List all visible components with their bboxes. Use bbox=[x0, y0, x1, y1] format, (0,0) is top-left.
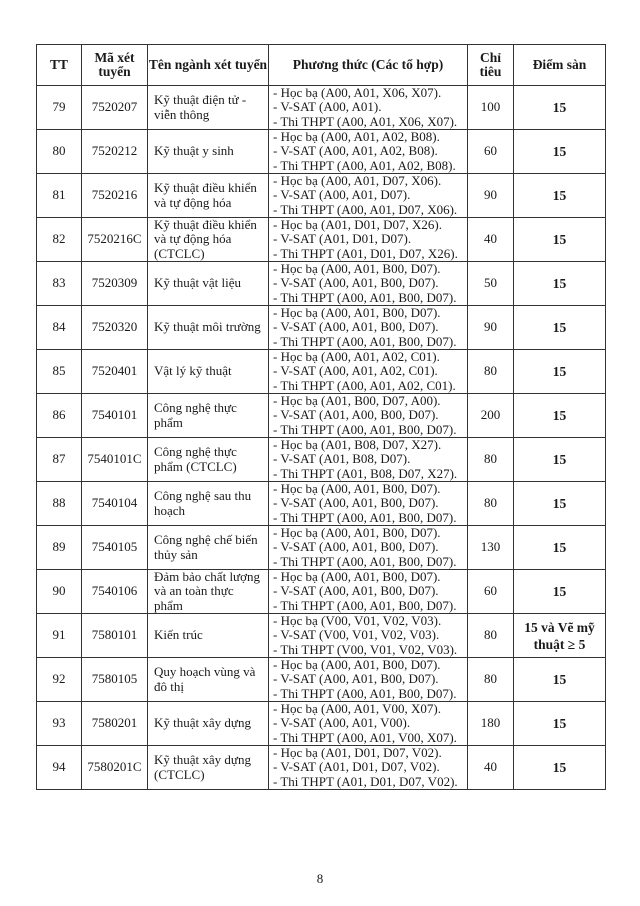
cell-method bbox=[269, 526, 468, 570]
method-line: - V-SAT (A00, A01, B00, D07). bbox=[273, 539, 439, 555]
method-line: - Thi THPT (A01, D01, D07, V02). bbox=[273, 773, 458, 789]
table-row bbox=[37, 394, 606, 438]
cell-quota: 130 bbox=[468, 526, 514, 570]
cell-major: Vật lý kỹ thuật bbox=[148, 350, 269, 394]
method-line: - V-SAT (A00, A01, B00, D07). bbox=[273, 583, 439, 599]
cell-method bbox=[269, 702, 468, 746]
method-line: - Học bạ (A00, A01, A02, B08). bbox=[273, 129, 440, 144]
cell-score: 15 bbox=[514, 262, 606, 306]
cell-tt: 82 bbox=[37, 218, 82, 262]
table-row bbox=[37, 570, 606, 614]
cell-major: Công nghệ chế biến thủy sản bbox=[148, 526, 269, 570]
cell-code: 7540104 bbox=[82, 482, 148, 526]
cell-tt: 90 bbox=[37, 570, 82, 614]
cell-tt: 80 bbox=[37, 130, 82, 174]
cell-code: 7520320 bbox=[82, 306, 148, 350]
method-line: - Thi THPT (A01, B08, D07, X27). bbox=[273, 465, 458, 481]
cell-score: 15 bbox=[514, 482, 606, 526]
cell-code: 7580201 bbox=[82, 702, 148, 746]
cell-score: 15 bbox=[514, 746, 606, 790]
cell-code: 7580101 bbox=[82, 614, 148, 658]
header-tt: TT bbox=[37, 45, 82, 86]
cell-score: 15 bbox=[514, 438, 606, 482]
header-quota: Chỉ tiêu bbox=[468, 45, 514, 86]
cell-code: 7540101C bbox=[82, 438, 148, 482]
cell-tt: 87 bbox=[37, 438, 82, 482]
cell-code: 7520216C bbox=[82, 218, 148, 262]
cell-tt: 79 bbox=[37, 86, 82, 130]
method-line: - Học bạ (A00, A01, B00, D07). bbox=[273, 525, 441, 540]
method-line: - Thi THPT (A00, A01, A02, B08). bbox=[273, 157, 456, 173]
cell-method bbox=[269, 570, 468, 614]
method-line: - Thi THPT (V00, V01, V02, V03). bbox=[273, 641, 458, 657]
cell-code: 7540105 bbox=[82, 526, 148, 570]
cell-quota: 80 bbox=[468, 438, 514, 482]
cell-method bbox=[269, 86, 468, 130]
method-line: - V-SAT (A00, A01, B00, D07). bbox=[273, 495, 439, 511]
header-major: Tên ngành xét tuyển bbox=[148, 45, 269, 86]
method-line: - Học bạ (A00, A01, B00, D07). bbox=[273, 569, 441, 584]
method-line: - Học bạ (A00, A01, X06, X07). bbox=[273, 85, 442, 100]
cell-major: Kỹ thuật y sinh bbox=[148, 130, 269, 174]
cell-score: 15 và Vẽ mỹ thuật ≥ 5 bbox=[514, 614, 606, 658]
cell-quota: 180 bbox=[468, 702, 514, 746]
cell-code: 7580201C bbox=[82, 746, 148, 790]
cell-quota: 60 bbox=[468, 130, 514, 174]
cell-quota: 60 bbox=[468, 570, 514, 614]
table-row bbox=[37, 482, 606, 526]
method-line: - Thi THPT (A00, A01, A02, C01). bbox=[273, 377, 456, 393]
header-score: Điểm sàn bbox=[514, 45, 606, 86]
cell-major: Công nghệ thực phẩm bbox=[148, 394, 269, 438]
method-line: - Thi THPT (A01, D01, D07, X26). bbox=[273, 245, 458, 261]
cell-code: 7520216 bbox=[82, 174, 148, 218]
cell-quota: 80 bbox=[468, 658, 514, 702]
cell-tt: 86 bbox=[37, 394, 82, 438]
cell-method bbox=[269, 394, 468, 438]
method-line: - Thi THPT (A00, A01, B00, D07). bbox=[273, 509, 457, 525]
cell-quota: 50 bbox=[468, 262, 514, 306]
method-line: - Thi THPT (A00, A01, B00, D07). bbox=[273, 553, 457, 569]
method-line: - V-SAT (A00, A01). bbox=[273, 99, 382, 115]
cell-score: 15 bbox=[514, 526, 606, 570]
method-line: - V-SAT (A00, A01, A02, C01). bbox=[273, 363, 438, 379]
cell-method bbox=[269, 218, 468, 262]
cell-code: 7520309 bbox=[82, 262, 148, 306]
method-line: - Học bạ (A01, B00, D07, A00). bbox=[273, 393, 441, 408]
method-line: - V-SAT (A01, D01, D07, V02). bbox=[273, 759, 440, 775]
table-row bbox=[37, 746, 606, 790]
table-row bbox=[37, 218, 606, 262]
cell-major: Kỹ thuật xây dựng bbox=[148, 702, 269, 746]
cell-major: Quy hoạch vùng và đô thị bbox=[148, 658, 269, 702]
cell-tt: 89 bbox=[37, 526, 82, 570]
method-line: - Học bạ (A00, A01, D07, X06). bbox=[273, 173, 442, 188]
table-row bbox=[37, 306, 606, 350]
method-line: - Học bạ (A00, A01, B00, D07). bbox=[273, 305, 441, 320]
table-row bbox=[37, 86, 606, 130]
method-line: - Thi THPT (A00, A01, B00, D07). bbox=[273, 421, 457, 437]
cell-tt: 85 bbox=[37, 350, 82, 394]
cell-tt: 81 bbox=[37, 174, 82, 218]
cell-score: 15 bbox=[514, 306, 606, 350]
table-row bbox=[37, 174, 606, 218]
cell-method bbox=[269, 658, 468, 702]
cell-code: 7540106 bbox=[82, 570, 148, 614]
method-line: - V-SAT (A00, A01, B00, D07). bbox=[273, 319, 439, 335]
cell-quota: 200 bbox=[468, 394, 514, 438]
method-line: - Học bạ (A00, A01, B00, D07). bbox=[273, 261, 441, 276]
method-line: - Thi THPT (A00, A01, D07, X06). bbox=[273, 201, 458, 217]
table-row bbox=[37, 438, 606, 482]
table-row bbox=[37, 702, 606, 746]
cell-quota: 90 bbox=[468, 306, 514, 350]
table-row bbox=[37, 526, 606, 570]
method-line: - Học bạ (A01, B08, D07, X27). bbox=[273, 437, 442, 452]
cell-tt: 94 bbox=[37, 746, 82, 790]
table-row bbox=[37, 130, 606, 174]
cell-score: 15 bbox=[514, 658, 606, 702]
cell-score: 15 bbox=[514, 702, 606, 746]
cell-method bbox=[269, 262, 468, 306]
method-line: - Học bạ (A00, A01, B00, D07). bbox=[273, 481, 441, 496]
method-line: - V-SAT (A00, A01, B00, D07). bbox=[273, 275, 439, 291]
method-line: - Thi THPT (A00, A01, B00, D07). bbox=[273, 289, 457, 305]
cell-code: 7580105 bbox=[82, 658, 148, 702]
method-line: - Học bạ (V00, V01, V02, V03). bbox=[273, 613, 442, 628]
cell-tt: 93 bbox=[37, 702, 82, 746]
cell-method bbox=[269, 174, 468, 218]
method-line: - V-SAT (A01, B08, D07). bbox=[273, 451, 411, 467]
cell-quota: 80 bbox=[468, 614, 514, 658]
cell-code: 7520401 bbox=[82, 350, 148, 394]
cell-score: 15 bbox=[514, 218, 606, 262]
cell-tt: 92 bbox=[37, 658, 82, 702]
cell-tt: 91 bbox=[37, 614, 82, 658]
cell-quota: 90 bbox=[468, 174, 514, 218]
cell-method bbox=[269, 438, 468, 482]
page-number: 8 bbox=[316, 871, 324, 886]
cell-quota: 80 bbox=[468, 482, 514, 526]
table-row bbox=[37, 350, 606, 394]
cell-quota: 40 bbox=[468, 218, 514, 262]
cell-major: Kỹ thuật môi trường bbox=[148, 306, 269, 350]
header-method: Phương thức (Các tổ hợp) bbox=[269, 45, 468, 86]
method-line: - Học bạ (A00, A01, V00, X07). bbox=[273, 701, 442, 716]
table-header-row bbox=[37, 45, 606, 86]
cell-method bbox=[269, 306, 468, 350]
cell-method bbox=[269, 482, 468, 526]
method-line: - Thi THPT (A00, A01, V00, X07). bbox=[273, 729, 457, 745]
cell-method bbox=[269, 614, 468, 658]
cell-major: Công nghệ sau thu hoạch bbox=[148, 482, 269, 526]
method-line: - V-SAT (A00, A01, D07). bbox=[273, 187, 411, 203]
method-line: - V-SAT (A01, D01, D07). bbox=[273, 231, 412, 247]
cell-major: Kỹ thuật vật liệu bbox=[148, 262, 269, 306]
method-line: - Thi THPT (A00, A01, B00, D07). bbox=[273, 333, 457, 349]
method-line: - Học bạ (A01, D01, D07, V02). bbox=[273, 745, 442, 760]
table-row bbox=[37, 658, 606, 702]
cell-score: 15 bbox=[514, 570, 606, 614]
cell-major: Kỹ thuật điều khiển và tự động hóa (CTCLC) bbox=[148, 218, 269, 262]
cell-quota: 40 bbox=[468, 746, 514, 790]
cell-score: 15 bbox=[514, 394, 606, 438]
admission-table bbox=[36, 44, 606, 790]
method-line: - V-SAT (A00, A01, V00). bbox=[273, 715, 411, 731]
method-line: - Thi THPT (A00, A01, B00, D07). bbox=[273, 597, 457, 613]
cell-major: Đảm bảo chất lượng và an toàn thực phẩm bbox=[148, 570, 269, 614]
cell-score: 15 bbox=[514, 86, 606, 130]
method-line: - V-SAT (A00, A01, A02, B08). bbox=[273, 143, 438, 159]
method-line: - Thi THPT (A00, A01, X06, X07). bbox=[273, 113, 458, 129]
method-line: - Học bạ (A00, A01, A02, C01). bbox=[273, 349, 440, 364]
cell-major: Công nghệ thực phẩm (CTCLC) bbox=[148, 438, 269, 482]
cell-method bbox=[269, 746, 468, 790]
cell-code: 7540101 bbox=[82, 394, 148, 438]
method-line: - Học bạ (A01, D01, D07, X26). bbox=[273, 217, 442, 232]
cell-major: Kỹ thuật xây dựng (CTCLC) bbox=[148, 746, 269, 790]
header-code: Mã xét tuyển bbox=[82, 45, 148, 86]
method-line: - V-SAT (V00, V01, V02, V03). bbox=[273, 627, 440, 643]
table-row bbox=[37, 262, 606, 306]
cell-code: 7520207 bbox=[82, 86, 148, 130]
method-line: - Học bạ (A00, A01, B00, D07). bbox=[273, 657, 441, 672]
cell-tt: 83 bbox=[37, 262, 82, 306]
cell-score: 15 bbox=[514, 130, 606, 174]
method-line: - V-SAT (A00, A01, B00, D07). bbox=[273, 671, 439, 687]
cell-quota: 80 bbox=[468, 350, 514, 394]
cell-tt: 88 bbox=[37, 482, 82, 526]
cell-score: 15 bbox=[514, 174, 606, 218]
cell-code: 7520212 bbox=[82, 130, 148, 174]
table-row bbox=[37, 614, 606, 658]
cell-tt: 84 bbox=[37, 306, 82, 350]
cell-method bbox=[269, 130, 468, 174]
cell-major: Kỹ thuật điện tử - viễn thông bbox=[148, 86, 269, 130]
cell-method bbox=[269, 350, 468, 394]
method-line: - V-SAT (A01, A00, B00, D07). bbox=[273, 407, 439, 423]
cell-quota: 100 bbox=[468, 86, 514, 130]
cell-score: 15 bbox=[514, 350, 606, 394]
cell-major: Kiến trúc bbox=[148, 614, 269, 658]
cell-major: Kỹ thuật điều khiển và tự động hóa bbox=[148, 174, 269, 218]
method-line: - Thi THPT (A00, A01, B00, D07). bbox=[273, 685, 457, 701]
